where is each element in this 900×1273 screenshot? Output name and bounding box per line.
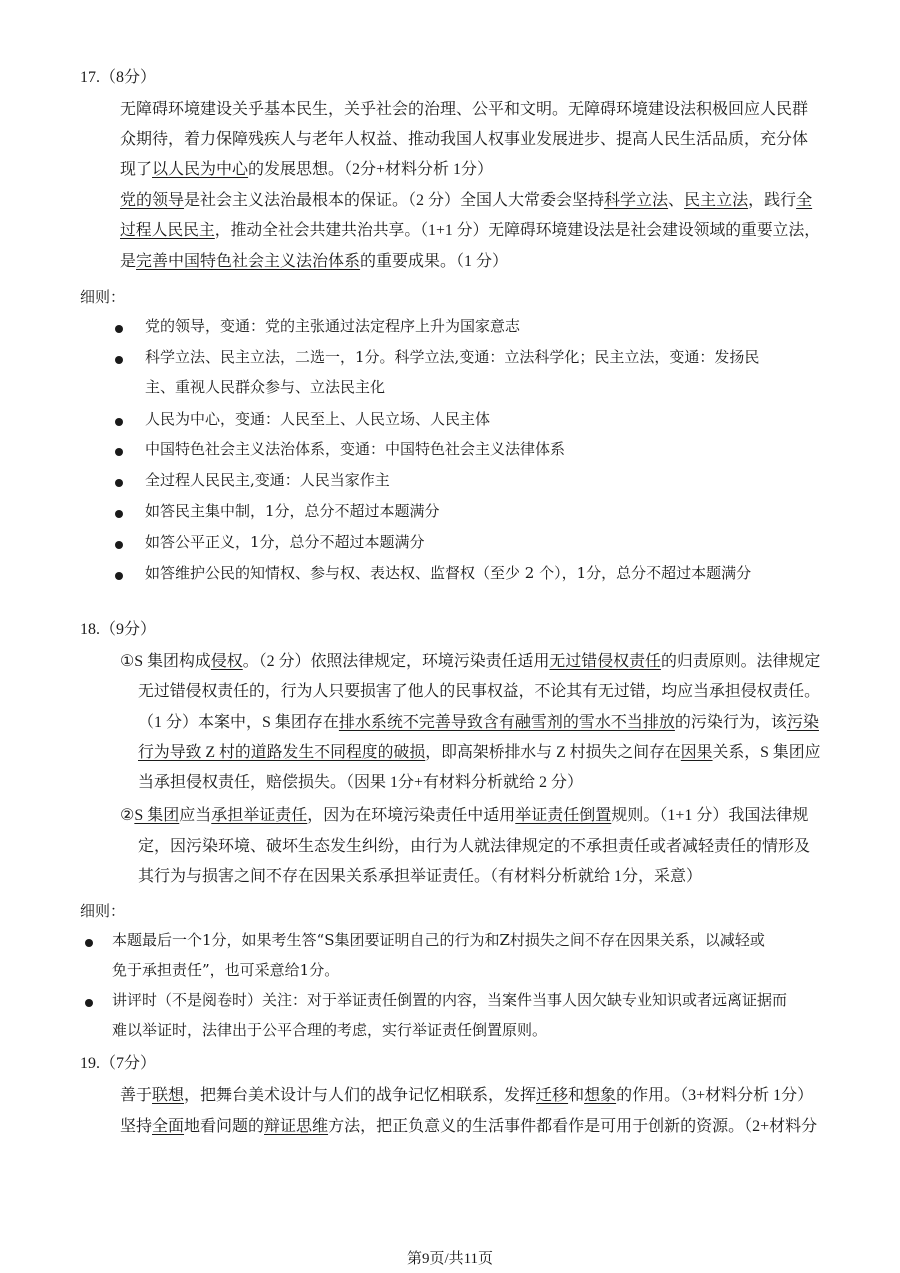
- text-run: ，践行: [748, 192, 797, 209]
- q17-rule-line: [145, 532, 425, 552]
- text-run: 定，因污染环境、破坏生态发生纠纷，由行为人就法律规定的不承担责任或者减轻责任的情形及: [138, 838, 811, 855]
- text-run: 是社会主义法治最根本的保证。（2 分）全国人大常委会坚持: [184, 192, 605, 209]
- q17-para2-line: [120, 191, 812, 211]
- text-run: 如答民主集中制，1分，总分不超过本题满分: [145, 502, 440, 520]
- text-run: ①S 集团构成: [120, 653, 211, 670]
- q17-rule-line: [145, 501, 440, 521]
- question-18-header: [80, 620, 156, 640]
- keypoint-underlined: 全面: [152, 1118, 185, 1135]
- q18-para2-line: [120, 806, 808, 826]
- bullet-icon: [85, 939, 93, 947]
- keypoint-underlined: 无过错侵权责任: [549, 653, 661, 670]
- q18-rule-line: [112, 990, 787, 1010]
- keypoint-underlined: 全: [796, 192, 813, 209]
- q17-rules-label: [80, 287, 125, 307]
- keypoint-underlined: 辩证思维: [264, 1118, 329, 1135]
- q17-para1-line: [120, 130, 808, 150]
- keypoint-underlined: 科学立法: [604, 192, 669, 209]
- keypoint-underlined: 完善中国特色社会主义法治体系: [136, 253, 361, 270]
- bullet-icon: [115, 418, 123, 426]
- text-run: 细则：: [80, 902, 126, 920]
- keypoint-underlined: S 集团: [134, 807, 180, 824]
- keypoint-underlined: 举证责任倒置: [515, 807, 612, 824]
- keypoint-underlined: 以人民为中心: [152, 161, 249, 178]
- q17-rule-line: [145, 563, 751, 583]
- q18-rule-line: [112, 930, 765, 950]
- text-run: 应当: [179, 807, 212, 824]
- text-run: 的污染行为，该: [674, 714, 787, 731]
- text-run: ，即高架桥排水与 Z 村损失之间存在: [425, 744, 681, 761]
- keypoint-underlined: 民主立法: [684, 192, 749, 209]
- keypoint-underlined: 过程人民民主: [120, 222, 215, 239]
- q17-para1-line: [120, 100, 808, 120]
- bullet-icon: [115, 448, 123, 456]
- q17-rule-line: [145, 347, 759, 367]
- text-run: 关系，S 集团应: [712, 744, 821, 761]
- keypoint-underlined: 污染: [786, 714, 819, 731]
- bullet-icon: [115, 541, 123, 549]
- question-19-header: [80, 1054, 156, 1074]
- text-run: 、: [668, 192, 685, 209]
- text-run: 善于: [120, 1087, 153, 1104]
- q18-para1-line: [138, 713, 819, 733]
- text-run: 如答公平正义，1分，总分不超过本题满分: [145, 533, 425, 551]
- text-run: 其行为与损害之间不存在因果关系承担举证责任。（有材料分析就给 1分，采意）: [138, 868, 703, 885]
- text-run: 方法，把正负意义的生活事件都看作是可用于创新的资源。（2+材料分: [328, 1118, 818, 1135]
- q17-rule-line: [145, 470, 390, 490]
- text-run: 坚持: [120, 1118, 153, 1135]
- q17-rule-line: [145, 439, 565, 459]
- text-run: 地看问题的: [184, 1118, 265, 1135]
- text-run: 人民为中心，变通：人民至上、人民立场、人民主体: [145, 410, 491, 428]
- text-run: 规则。（1+1 分）我国法律规: [611, 807, 809, 824]
- bullet-icon: [115, 479, 123, 487]
- q18-para1-line: [138, 743, 820, 763]
- text-run: 讲评时（不是阅卷时）关注：对于举证责任倒置的内容，当案件当事人因欠缺专业知识或者远离证据而: [112, 991, 788, 1009]
- q18-rule-line: [112, 1020, 547, 1040]
- text-run: 的发展思想。（2分+材料分析 1分）: [248, 161, 494, 178]
- keypoint-underlined: 承担举证责任: [211, 807, 308, 824]
- q17-rule-line: [145, 377, 385, 397]
- text-run: 众期待，着力保障残疾人与老年人权益、推动我国人权事业发展进步、提高人民生活品质，充分体: [120, 131, 809, 148]
- q18-para1-line: [120, 652, 820, 672]
- text-run: ②: [120, 807, 135, 824]
- q18-para2-line: [138, 837, 810, 857]
- text-run: 细则：: [80, 288, 126, 306]
- text-run: （1 分）本案中，S 集团存在: [138, 714, 339, 731]
- bullet-icon: [115, 510, 123, 518]
- q17-para2-line: [120, 252, 508, 272]
- bullet-icon: [115, 356, 123, 364]
- q19-para1-line: [120, 1117, 817, 1137]
- text-run: 党的领导，变通：党的主张通过法定程序上升为国家意志: [145, 317, 521, 335]
- text-run: 无障碍环境建设关乎基本民生，关乎社会的治理、公平和文明。无障碍环境建设法积极回应人民群: [120, 101, 809, 118]
- q18-para1-line: [138, 682, 820, 702]
- q18-para2-line: [138, 867, 702, 887]
- keypoint-underlined: 迁移: [536, 1087, 569, 1104]
- bullet-icon: [115, 572, 123, 580]
- keypoint-underlined: 联想: [152, 1087, 185, 1104]
- text-run: 中国特色社会主义法治体系，变通：中国特色社会主义法律体系: [145, 440, 566, 458]
- text-run: 现了: [120, 161, 153, 178]
- question-17-header: [80, 68, 156, 88]
- text-run: 19.（7分）: [80, 1055, 157, 1072]
- q17-rule-line: [145, 316, 520, 336]
- text-run: ，把舞台美术设计与人们的战争记忆相联系，发挥: [184, 1087, 537, 1104]
- text-run: 的作用。（3+材料分析 1分）: [616, 1087, 814, 1104]
- text-run: 全过程人民民主,变通：人民当家作主: [145, 471, 390, 489]
- text-run: 当承担侵权责任，赔偿损失。（因果 1分+有材料分析就给 2 分）: [138, 774, 584, 791]
- keypoint-underlined: 因果: [680, 744, 713, 761]
- q18-rule-line: [112, 960, 339, 980]
- text-run: 18.（9分）: [80, 621, 157, 638]
- q17-para2-line: [120, 221, 820, 241]
- q17-para1-line: [120, 160, 493, 180]
- text-run: 如答维护公民的知情权、参与权、表达权、监督权（至少 2 个），1分，总分不超过本题满分: [145, 564, 752, 582]
- keypoint-underlined: 行为导致 Z 村的道路发生不同程度的破损: [138, 744, 426, 761]
- text-run: 免于承担责任”，也可采意给1分。: [112, 961, 340, 979]
- text-run: 科学立法、民主立法，二选一，1分。科学立法,变通：立法科学化；民主立法，变通：发扬民: [145, 348, 760, 366]
- q18-para1-line: [138, 773, 583, 793]
- bullet-icon: [85, 999, 93, 1007]
- text-run: 的归责原则。法律规定: [660, 653, 821, 670]
- text-run: 本题最后一个1分，如果考生答“S集团要证明自己的行为和Z村损失之间不存在因果关系，以减轻或: [112, 931, 765, 949]
- text-run: 。（2 分）依照法律规定，环境污染责任适用: [242, 653, 550, 670]
- text-run: ，因为在环境污染责任中适用: [307, 807, 516, 824]
- text-run: 的重要成果。（1 分）: [360, 253, 509, 270]
- page-footer: 第9页/共11页: [406, 1251, 494, 1267]
- bullet-icon: [115, 325, 123, 333]
- text-run: 和: [568, 1087, 585, 1104]
- text-run: 难以举证时，法律出于公平合理的考虑，实行举证责任倒置原则。: [112, 1021, 548, 1039]
- keypoint-underlined: 党的领导: [120, 192, 185, 209]
- q18-rules-label: [80, 901, 125, 921]
- text-run: 无过错侵权责任的，行为人只要损害了他人的民事权益，不论其有无过错，均应当承担侵权责任。: [138, 683, 821, 700]
- keypoint-underlined: 排水系统不完善导致含有融雪剂的雪水不当排放: [338, 714, 675, 731]
- text-run: ，推动全社会共建共治共享。（1+1 分）无障碍环境建设法是社会建设领域的重要立法，: [214, 222, 821, 239]
- text-run: 是: [120, 253, 137, 270]
- q17-rule-line: [145, 409, 490, 429]
- keypoint-underlined: 想象: [584, 1087, 617, 1104]
- text-run: 主、重视人民群众参与、立法民主化: [145, 378, 386, 396]
- q19-para1-line: [120, 1086, 813, 1106]
- keypoint-underlined: 侵权: [210, 653, 243, 670]
- text-run: 17.（8分）: [80, 69, 157, 86]
